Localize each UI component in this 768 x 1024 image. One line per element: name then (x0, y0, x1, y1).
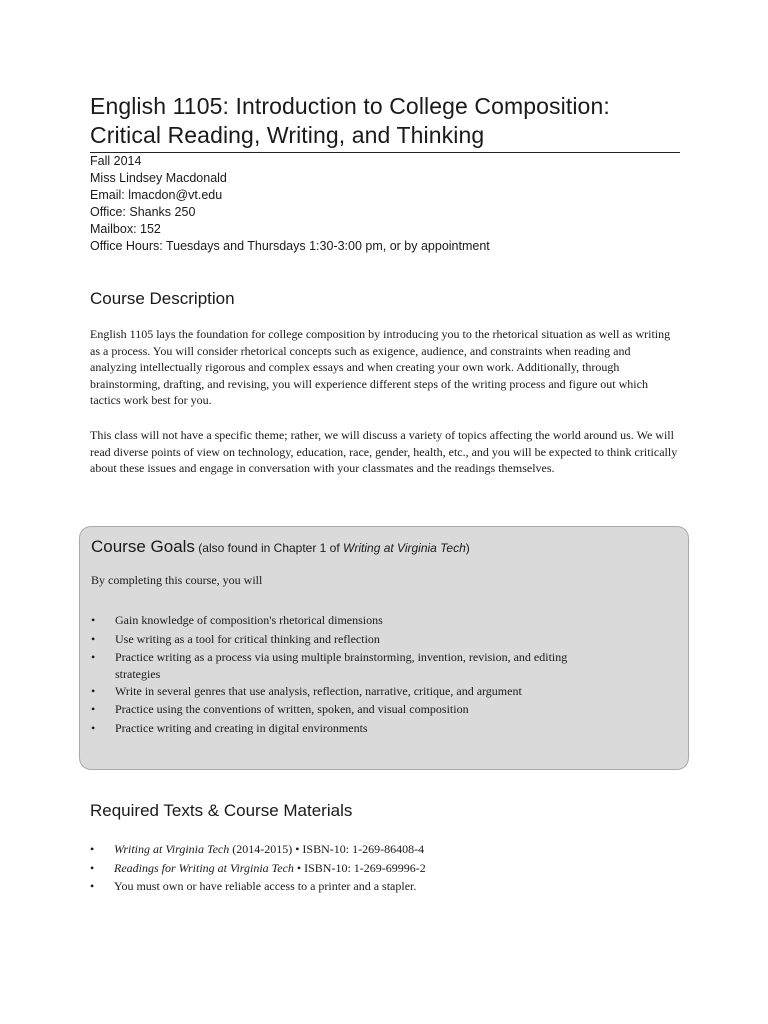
list-item (91, 648, 651, 682)
bullet-glyph: • (91, 650, 96, 664)
course-description-paragraph-1: English 1105 lays the foundation for college composition by introducing you to the rhetorical situation as well as writing as a process. You will consider rhetorical concepts such as exigence, audience, and constraints when reading and analyzing intellectually rigorous and complex essays and when creating your own work. Additionally, through brainstorming, drafting, and revising, you will experience different steps of the writing process and figure out which tactics work best for you. (90, 327, 671, 407)
list-item (90, 877, 680, 896)
list-item (91, 719, 651, 738)
bullet-glyph: • (91, 613, 96, 627)
bullet-glyph: • (91, 631, 96, 646)
bullet-glyph: • (90, 842, 95, 856)
required-texts-list (90, 840, 680, 896)
list-item (91, 682, 651, 701)
course-goals-note-prefix: (also found in Chapter 1 of (194, 541, 344, 555)
course-goals-box (79, 526, 689, 770)
required-texts-heading: Required Texts & Course Materials (90, 801, 353, 820)
goal-text-continuation: strategies (115, 666, 161, 681)
course-goals-title: Course Goals (91, 537, 195, 556)
course-description-heading: Course Description (90, 289, 235, 308)
text-title: Readings for Writing at Virginia Tech (114, 860, 294, 875)
bullet-glyph: • (90, 860, 95, 875)
office-hours: Office Hours: Tuesdays and Thursdays 1:30-3:00 pm, or by appointment (90, 239, 490, 253)
course-goals-list (91, 611, 651, 737)
goal-text: Write in several genres that use analysis, reflection, narrative, critique, and argument (115, 683, 522, 698)
goal-text: Use writing as a tool for critical thinking and reflection (115, 631, 380, 646)
instructor-email: Email: lmacdon@vt.edu (90, 188, 223, 202)
title-line-1: English 1105: Introduction to College Composition: (90, 93, 610, 119)
bullet-glyph: • (90, 879, 95, 893)
course-description-paragraph-2: This class will not have a specific theme; rather, we will discuss a variety of topics affecting the world around us. We will read diverse points of view on technology, education, race, gender, health, etc., and you will be expected to think critically about these issues and engage in conversation with your classmates and the readings themselves. (90, 428, 678, 475)
bullet-glyph: • (91, 702, 96, 716)
bullet-glyph: • (91, 683, 96, 698)
text-title: Writing at Virginia Tech (114, 842, 230, 856)
text-details: • ISBN-10: 1-269-69996-2 (293, 860, 426, 875)
list-item (90, 859, 680, 878)
document-title (90, 92, 690, 150)
goal-text: Practice writing and creating in digital environments (115, 720, 368, 735)
course-goals-intro: By completing this course, you will (91, 573, 263, 587)
goal-text: Gain knowledge of composition's rhetorical dimensions (115, 613, 383, 627)
mailbox: Mailbox: 152 (90, 222, 161, 236)
office-location: Office: Shanks 250 (90, 205, 196, 219)
bullet-glyph: • (91, 720, 96, 735)
list-item (91, 700, 651, 719)
goal-text: Practice using the conventions of written, spoken, and visual composition (115, 702, 469, 716)
instructor-name: Miss Lindsey Macdonald (90, 171, 227, 185)
list-item (91, 630, 651, 649)
course-goals-note-suffix: ) (465, 541, 470, 555)
goal-text: Practice writing as a process via using multiple brainstorming, invention, revision, and editing (115, 650, 568, 664)
title-line-2: Critical Reading, Writing, and Thinking (90, 122, 485, 148)
list-item (91, 611, 651, 630)
course-goals-heading (91, 537, 470, 557)
material-text: You must own or have reliable access to a printer and a stapler. (114, 879, 417, 893)
text-details: (2014-2015) • ISBN-10: 1-269-86408-4 (229, 842, 425, 856)
course-info (90, 153, 690, 255)
list-item (90, 840, 680, 859)
term: Fall 2014 (90, 154, 142, 168)
course-goals-note-book: Writing at Virginia Tech (343, 541, 466, 555)
